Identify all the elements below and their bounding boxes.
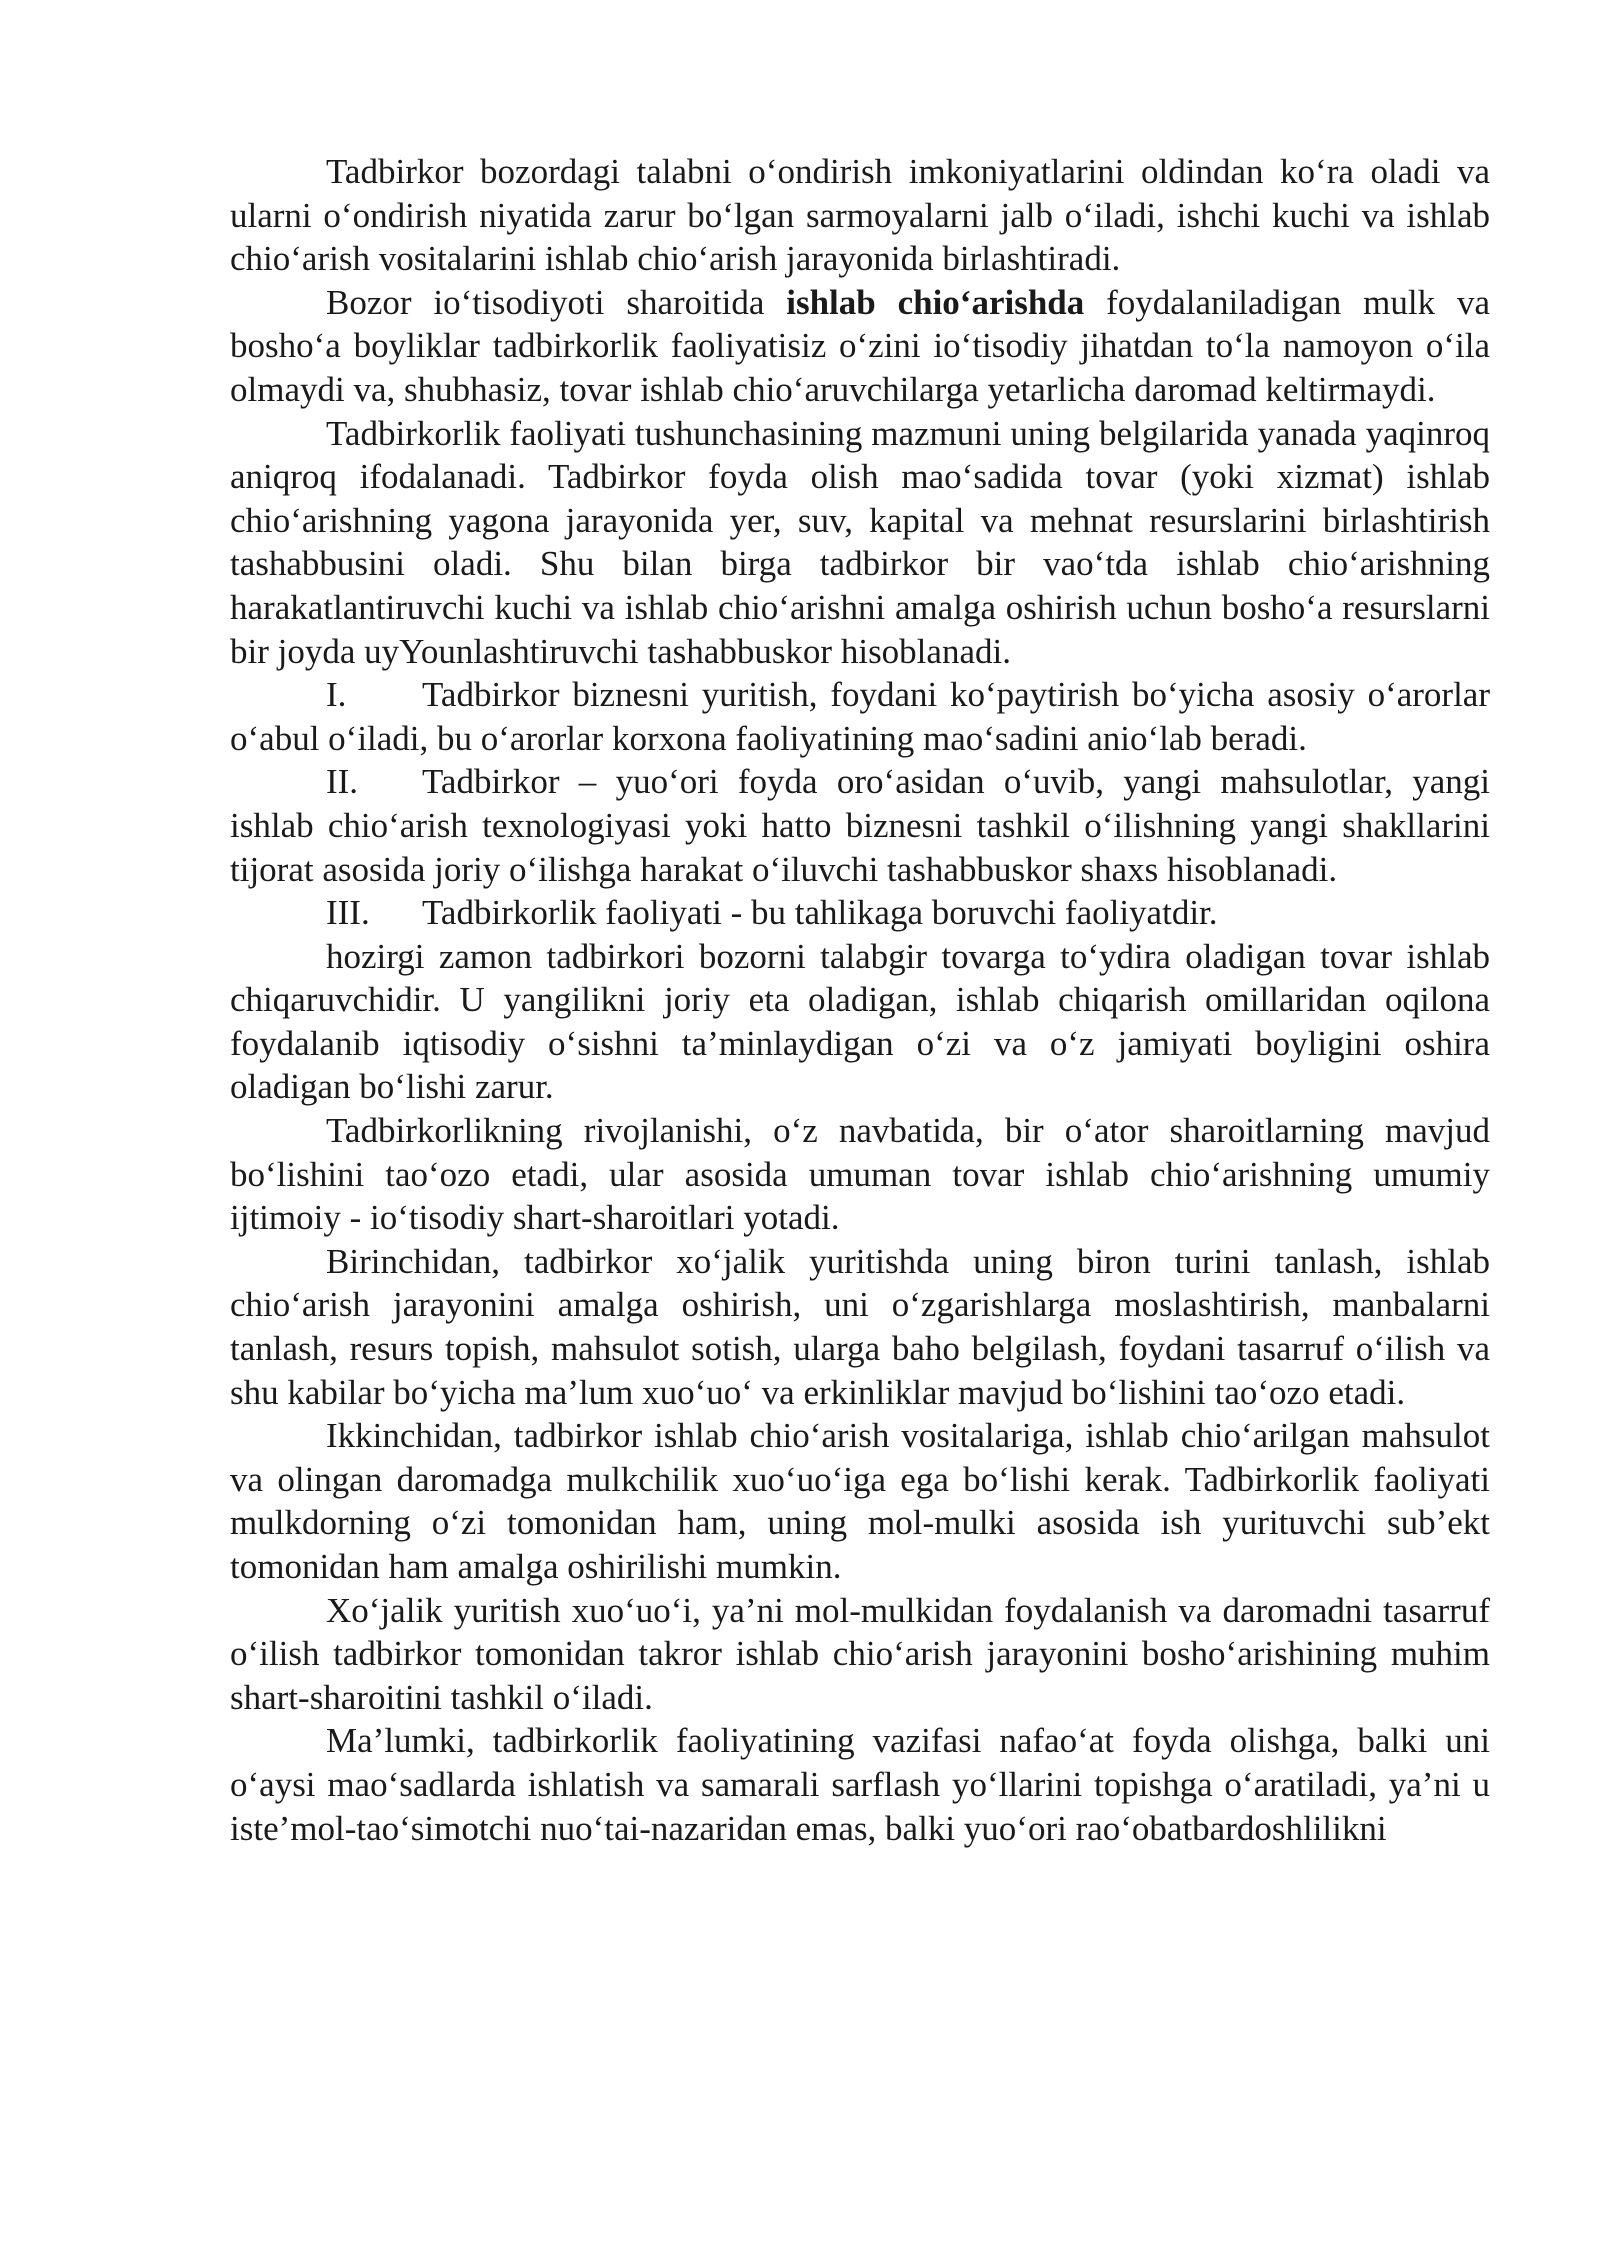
- list-item-2: [230, 760, 1490, 891]
- paragraph-2-bold-term: ishlab chio‘arishda: [786, 282, 1085, 322]
- paragraph-6: Birinchidan, tadbirkor xo‘jalik yuritishda uning biron turini tanlash, ishlab chio‘arish jarayonini amalga oshirish, uni o‘zgarishlarga moslashtirish, manbalarni tanlash, resurs topish, mahsulot sotish, ularga baho belgilash, foydani tasarruf o‘ilish va shu kabilar bo‘yicha ma’lum xuo‘uo‘ va erkinliklar mavjud bo‘lishini tao‘ozo etadi.: [230, 1241, 1490, 1412]
- list-number-2: II.: [326, 762, 359, 802]
- paragraph-3: Tadbirkorlik faoliyati tushunchasining mazmuni uning belgilarida yanada yaqinroq aniqroq ifodalanadi. Tadbirkor foyda olish mao‘sadida tovar (yoki xizmat) ishlab chio‘arishning yagona jarayonida yer, suv, kapital va mehnat resurslarini birlashtirish tashabbusini oladi. Shu bilan birga tadbirkor bir vao‘tda ishlab chio‘arishning harakatlantiruvchi kuchi va ishlab chio‘arishni amalga oshirish uchun bosho‘a resurslarni bir joyda uyYounlashtiruvchi tashabbuskor hisoblanadi.: [230, 413, 1490, 671]
- list-item-3: [230, 891, 1490, 935]
- list-item-1: [230, 673, 1490, 760]
- paragraph-1: Tadbirkor bozordagi talabni o‘ondirish imkoniyatlarini oldindan ko‘ra oladi va ularni o‘ondirish niyatida zarur bo‘lgan sarmoyalarni jalb o‘iladi, ishchi kuchi va ishlab chio‘arish vositalarini ishlab chio‘arish jarayonida birlashtiradi.: [230, 152, 1490, 279]
- list-text-1: Tadbirkor biznesni yuritish, foydani ko‘paytirish bo‘yicha asosiy o‘arorlar o‘abul o‘iladi, bu o‘arorlar korxona faoliyatining mao‘sadini anio‘lab beradi.: [230, 675, 1490, 758]
- paragraph-8: Xo‘jalik yuritish xuo‘uo‘i, ya’ni mol-mulkidan foydalanish va daromadni tasarruf o‘ilish tadbirkor tomonidan takror ishlab chio‘arish jarayonini bosho‘arishining muhim shart-sharoitini tashkil o‘iladi.: [230, 1590, 1490, 1717]
- list-text-3: Tadbirkorlik faoliyati - bu tahlikaga boruvchi faoliyatdir.: [422, 893, 1218, 933]
- paragraph-5: Tadbirkorlikning rivojlanishi, o‘z navbatida, bir o‘ator sharoitlarning mavjud bo‘lishini tao‘ozo etadi, ular asosida umuman tovar ishlab chio‘arishning umumiy ijtimoiy - io‘tisodiy shart-sharoitlari yotadi.: [230, 1111, 1490, 1238]
- paragraph-7: Ikkinchidan, tadbirkor ishlab chio‘arish vositalariga, ishlab chio‘arilgan mahsulot va olingan daromadga mulkchilik xuo‘uo‘iga ega bo‘lishi kerak. Tadbirkorlik faoliyati mulkdorning o‘zi tomonidan ham, uning mol-mulki asosida ish yurituvchi sub’ekt tomonidan ham amalga oshirilishi mumkin.: [230, 1416, 1490, 1586]
- paragraph-2-part-2: foydalaniladigan mulk va bosho‘a boyliklar tadbirkorlik faoliyatisiz o‘zini io‘tisodiy jihatdan to‘la namoyon o‘ila olmaydi va, shubhasiz, tovar ishlab chio‘aruvchilarga yetarlicha daromad keltirmaydi.: [230, 282, 1490, 409]
- list-text-2: Tadbirkor – yuo‘ori foyda oro‘asidan o‘uvib, yangi mahsulotlar, yangi ishlab chio‘arish texnologiyasi yoki hatto biznesni tashkil o‘ilishning yangi shakllarini tijorat asosida joriy o‘ilishga harakat o‘iluvchi tashabbuskor shaxs hisoblanadi.: [230, 762, 1490, 889]
- document-page: [230, 150, 1490, 1850]
- paragraph-9: Ma’lumki, tadbirkorlik faoliyatining vazifasi nafao‘at foyda olishga, balki uni o‘aysi mao‘sadlarda ishlatish va samarali sarflash yo‘llarini topishga o‘aratiladi, ya’ni u iste’mol-tao‘simotchi nuo‘tai-nazaridan emas, balki yuo‘ori rao‘obatbardoshlilikni: [230, 1721, 1490, 1848]
- paragraph-2: [230, 281, 1490, 412]
- paragraph-4: hozirgi zamon tadbirkori bozorni talabgir tovarga to‘ydira oladigan tovar ishlab chiqaruvchidir. U yangilikni joriy eta oladigan, ishlab chiqarish omillaridan oqilona foydalanib iqtisodiy o‘sishni ta’minlaydigan o‘zi va o‘z jamiyati boyligini oshira oladigan bo‘lishi zarur.: [230, 936, 1490, 1107]
- list-number-3: III.: [326, 893, 370, 933]
- list-number-1: I.: [326, 675, 347, 715]
- paragraph-2-part-1: Bozor io‘tisodiyoti sharoitida: [326, 282, 787, 322]
